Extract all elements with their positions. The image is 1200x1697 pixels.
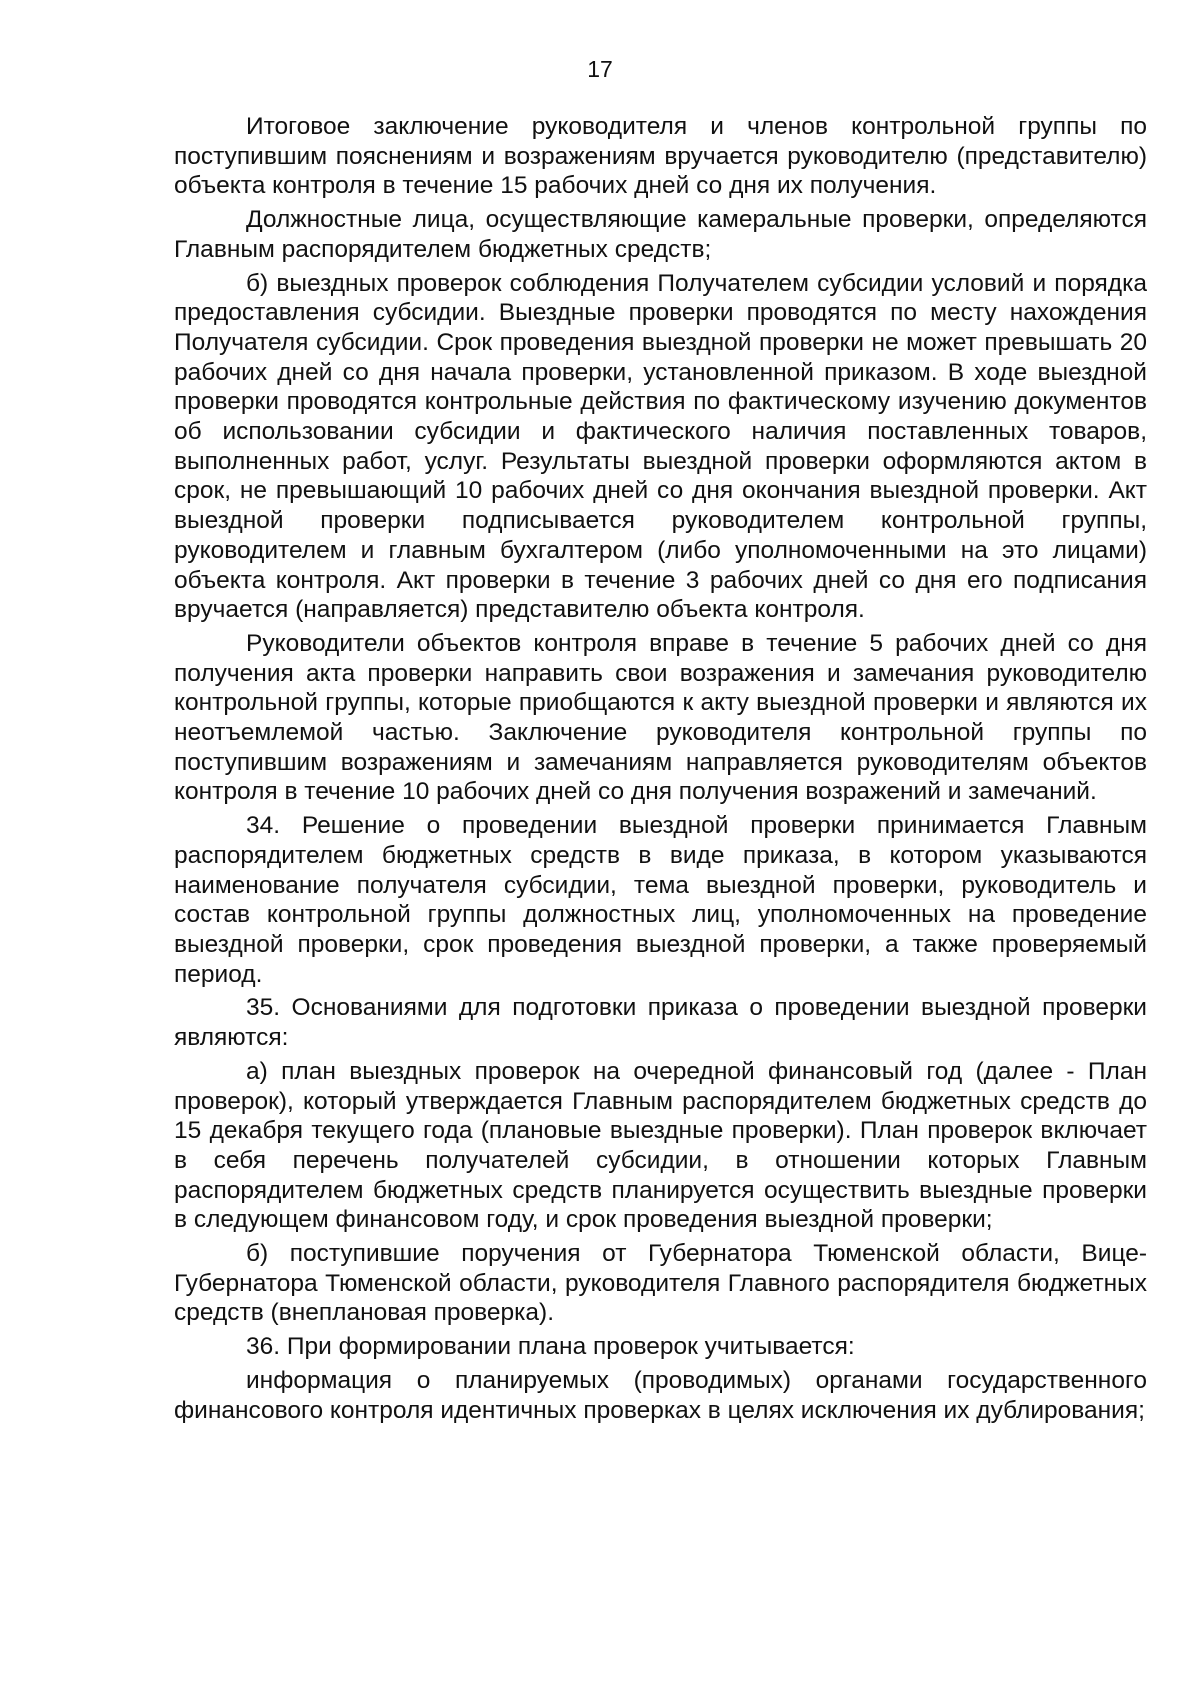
paragraph: б) выездных проверок соблюдения Получателем субсидии условий и порядка предоставления субсидии. Выездные проверки проводятся по месту нахождения Получателя субсидии. Срок проведения выездной проверки не может превышать 20 рабочих дней со дня начала проверки, установленной приказом. В ходе выездной проверки проводятся контрольные действия по фактическому изучению документов об использовании субсидии и фактического наличия поставленных товаров, выполненных работ, услуг. Результаты выездной проверки оформляются актом в срок, не превышающий 10 рабочих дней со дня окончания выездной проверки. Акт выездной проверки подписывается руководителем контрольной группы, руководителем и главным бухгалтером (либо уполномоченными на это лицами) объекта контроля. Акт проверки в течение 3 рабочих дней со дня его подписания вручается (направляется) представителю объекта контроля. xyxy=(174,269,1147,624)
paragraph: Должностные лица, осуществляющие камеральные проверки, определяются Главным распорядителем бюджетных средств; xyxy=(174,206,1147,263)
paragraph: 36. При формировании плана проверок учитывается: xyxy=(246,1333,855,1361)
paragraph: 35. Основаниями для подготовки приказа о проведении выездной проверки являются: xyxy=(174,994,1147,1052)
paragraph: Руководители объектов контроля вправе в течение 5 рабочих дней со дня получения акта проверки направить свои возражения и замечания руководителю контрольной группы, которые приобщаются к акту выездной проверки и являются их неотъемлемой частью. Заключение руководителя контрольной группы по поступившим возражениям и замечаниям направляется руководителям объектов контроля в течение 10 рабочих дней со дня получения возражений и замечаний. xyxy=(174,629,1147,806)
document-body xyxy=(174,112,1147,1429)
page-number: 17 xyxy=(587,56,613,82)
paragraph: а) план выездных проверок на очередной финансовый год (далее - План проверок), который утверждается Главным распорядителем бюджетных средств до 15 декабря текущего года (плановые выездные проверки). План проверок включает в себя перечень получателей субсидии, в отношении которых Главным распорядителем бюджетных средств планируется осуществить выездные проверки в следующем финансовом году, и срок проведения выездной проверки; xyxy=(174,1057,1147,1234)
paragraph: Итоговое заключение руководителя и членов контрольной группы по поступившим пояснениям и возражениям вручается руководителю (представителю) объекта контроля в течение 15 рабочих дней со дня их получения. xyxy=(174,113,1147,200)
paragraph: б) поступившие поручения от Губернатора Тюменской области, Вице-Губернатора Тюменской области, руководителя Главного распорядителя бюджетных средств (внеплановая проверка). xyxy=(174,1240,1147,1327)
paragraph: информация о планируемых (проводимых) органами государственного финансового контроля идентичных проверках в целях исключения их дублирования; xyxy=(174,1366,1147,1424)
paragraph: 34. Решение о проведении выездной проверки принимается Главным распорядителем бюджетных средств в виде приказа, в котором указываются наименование получателя субсидии, тема выездной проверки, руководитель и состав контрольной группы должностных лиц, уполномоченных на проведение выездной проверки, срок проведения выездной проверки, а также проверяемый период. xyxy=(174,812,1147,988)
